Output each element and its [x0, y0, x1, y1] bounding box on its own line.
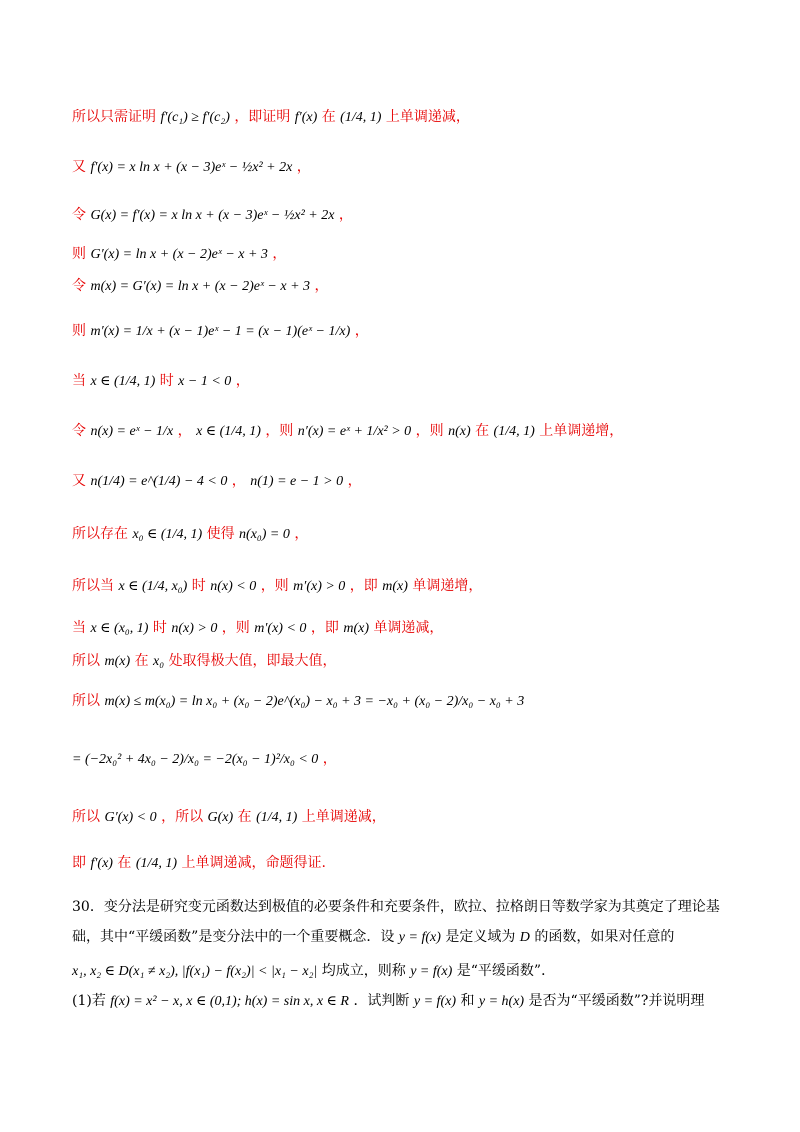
text-segment: ， — [294, 526, 309, 542]
question-text: 是否为“平缓函数”?并说明理 — [528, 993, 705, 1009]
text-segment: ，则 — [415, 423, 444, 439]
text-segment: 又 — [72, 473, 86, 489]
formula: m′(x) = 1/x + (x − 1)eˣ − 1 = (x − 1)(eˣ − 1/x) — [90, 324, 351, 339]
text-segment: ，即证明 — [234, 109, 291, 125]
text-segment: 即 — [72, 855, 86, 871]
text-segment: 所以当 — [72, 578, 114, 594]
formula: = (−2x₀² + 4x₀ − 2)/x₀ = −2(x₀ − 1)²/x₀ < 0 — [72, 752, 319, 767]
formula: x ∈ (x₀, 1) — [90, 621, 149, 636]
text-segment: 使得 — [206, 526, 235, 542]
question-text: ．试判断 — [353, 993, 410, 1009]
text-segment: ，所以 — [161, 809, 204, 825]
formula: f′(x) — [294, 110, 318, 125]
text-segment: 则 — [72, 246, 86, 262]
text-segment: ，则 — [265, 423, 294, 439]
text-segment: 时 — [152, 620, 167, 636]
formula: y = f(x) — [413, 994, 456, 1009]
formula: f′(c₁) ≥ f′(c₂) — [160, 110, 230, 125]
formula: G(x) — [207, 810, 234, 825]
proof-line-1 — [72, 106, 740, 129]
interval: (1/4, 1) — [135, 856, 178, 871]
proof-line-14 — [72, 690, 740, 713]
text-segment: ， — [322, 751, 337, 767]
text-segment: 令 — [72, 423, 86, 439]
text-segment: 上单调递减，命题得证. — [181, 855, 326, 871]
formula: n(1/4) = e^(1/4) − 4 < 0 — [90, 474, 228, 489]
proof-line-11 — [72, 575, 740, 598]
text-segment: 在 — [134, 653, 149, 669]
formula: m′(x) < 0 — [254, 621, 307, 636]
formula: m(x) — [382, 579, 408, 594]
proof-line-16 — [72, 806, 740, 829]
question-30-line-2 — [72, 922, 740, 953]
formula: G(x) = f′(x) = x ln x + (x − 3)eˣ − ½x² + 2x — [90, 208, 335, 223]
text-segment: 上单调递减， — [301, 809, 386, 825]
text-segment: ，即 — [310, 620, 339, 636]
text-segment: 单调递减， — [373, 620, 444, 636]
text-segment: ， — [347, 473, 362, 489]
text-segment: 又 — [72, 159, 86, 175]
formula: n(x₀) = 0 — [239, 527, 290, 542]
formula: m(x) — [343, 621, 369, 636]
question-text: 是“平缓函数”． — [456, 963, 556, 979]
question-text: 是定义域为 — [445, 929, 516, 945]
text-segment: ， — [235, 373, 250, 389]
text-segment: 处取得极大值，即最大值， — [168, 653, 337, 669]
formula: n(x) < 0 — [210, 579, 257, 594]
text-segment: ，即 — [349, 578, 378, 594]
proof-line-15 — [72, 748, 740, 771]
text-segment: ， — [231, 473, 246, 489]
proof-line-13 — [72, 650, 740, 673]
formula: x − 1 < 0 — [178, 374, 232, 389]
formula: f′(x) = x ln x + (x − 3)eˣ − ½x² + 2x — [90, 160, 293, 175]
question-text: 和 — [460, 993, 475, 1009]
text-segment: ， — [354, 323, 369, 339]
formula: x ∈ (1/4, 1) — [90, 374, 156, 389]
formula: m(x) — [104, 654, 131, 669]
formula: x ∈ (1/4, x₀) — [118, 579, 188, 594]
text-segment: ， — [296, 159, 311, 175]
formula: m(x) = G′(x) = ln x + (x − 2)eˣ − x + 3 — [90, 279, 311, 294]
proof-line-17 — [72, 852, 740, 875]
formula: x₀ ∈ (1/4, 1) — [132, 527, 203, 542]
formula: n(x) — [448, 424, 471, 439]
interval: (1/4, 1) — [256, 810, 298, 825]
text-segment: 所以存在 — [72, 526, 128, 542]
text-segment: 在 — [237, 809, 252, 825]
text-segment: 时 — [159, 373, 174, 389]
text-segment: 在 — [117, 855, 132, 871]
proof-line-8 — [72, 420, 740, 443]
question-text: (1)若 — [72, 993, 106, 1009]
formula: y = h(x) — [478, 994, 525, 1009]
question-text: 30．变分法是研究变元函数达到极值的必要条件和充要条件，欧拉、拉格朗日等数学家为其奠定了理论基 — [72, 899, 720, 915]
text-segment: 当 — [72, 620, 86, 636]
text-segment: 时 — [191, 578, 206, 594]
formula: m(x) ≤ m(x₀) = ln x₀ + (x₀ − 2)e^(x₀) − x₀ + 3 = −x₀ + (x₀ − 2)/x₀ − x₀ + 3 — [104, 694, 525, 709]
text-segment: 令 — [72, 207, 86, 223]
text-segment: 令 — [72, 278, 86, 294]
formula: f(x) = x² − x, x ∈ (0,1); h(x) = sin x, x ∈ R — [110, 994, 349, 1009]
question-text: 的函数，如果对任意的 — [534, 929, 675, 945]
proof-line-3 — [72, 204, 740, 227]
formula: y = f(x) — [410, 964, 453, 979]
proof-line-9 — [72, 470, 740, 493]
interval: (1/4, 1) — [493, 424, 535, 439]
formula: x₁, x₂ ∈ D(x₁ ≠ x₂), |f(x₁) − f(x₂)| < |x₁ − x₂| — [72, 964, 318, 979]
question-30-line-3 — [72, 956, 740, 987]
question-text: 均成立，则称 — [321, 963, 406, 979]
formula: x₀ — [153, 654, 165, 669]
formula: G′(x) = ln x + (x − 2)eˣ − x + 3 — [90, 247, 268, 262]
text-segment: 所以 — [72, 653, 100, 669]
question-30-line-1 — [72, 892, 740, 922]
interval: (1/4, 1) — [340, 110, 382, 125]
text-segment: 则 — [72, 323, 86, 339]
text-segment: 单调递增， — [412, 578, 483, 594]
proof-line-12 — [72, 617, 740, 640]
proof-line-10 — [72, 523, 740, 546]
text-segment: ， — [272, 246, 287, 262]
proof-line-5 — [72, 275, 740, 298]
text-segment: 所以只需证明 — [72, 109, 156, 125]
formula: m′(x) > 0 — [293, 579, 346, 594]
text-segment: 在 — [475, 423, 490, 439]
text-segment: 在 — [321, 109, 336, 125]
text-segment: 当 — [72, 373, 86, 389]
proof-line-7 — [72, 370, 740, 393]
text-segment: 所以 — [72, 809, 100, 825]
text-segment: 所以 — [72, 693, 100, 709]
text-segment: ， — [177, 423, 192, 439]
formula: n′(x) = eˣ + 1/x² > 0 — [297, 424, 412, 439]
formula: y = f(x) — [398, 930, 441, 945]
proof-line-2 — [72, 156, 740, 179]
question-text: 础，其中“平缓函数”是变分法中的一个重要概念．设 — [72, 929, 395, 945]
formula: n(x) > 0 — [171, 621, 218, 636]
formula: D — [519, 930, 530, 945]
formula: n(1) = e − 1 > 0 — [250, 474, 344, 489]
formula: x ∈ (1/4, 1) — [196, 424, 261, 439]
text-segment: 上单调递减， — [385, 109, 470, 125]
text-segment: ，则 — [221, 620, 250, 636]
text-segment: 上单调递增， — [539, 423, 624, 439]
proof-line-6 — [72, 320, 740, 343]
text-segment: ，则 — [260, 578, 289, 594]
question-30-line-4 — [72, 986, 740, 1017]
formula: n(x) = eˣ − 1/x — [90, 424, 174, 439]
text-segment: ， — [338, 207, 353, 223]
proof-line-4 — [72, 243, 740, 266]
formula: G′(x) < 0 — [104, 810, 157, 825]
formula: f′(x) — [90, 856, 113, 871]
text-segment: ， — [314, 278, 329, 294]
